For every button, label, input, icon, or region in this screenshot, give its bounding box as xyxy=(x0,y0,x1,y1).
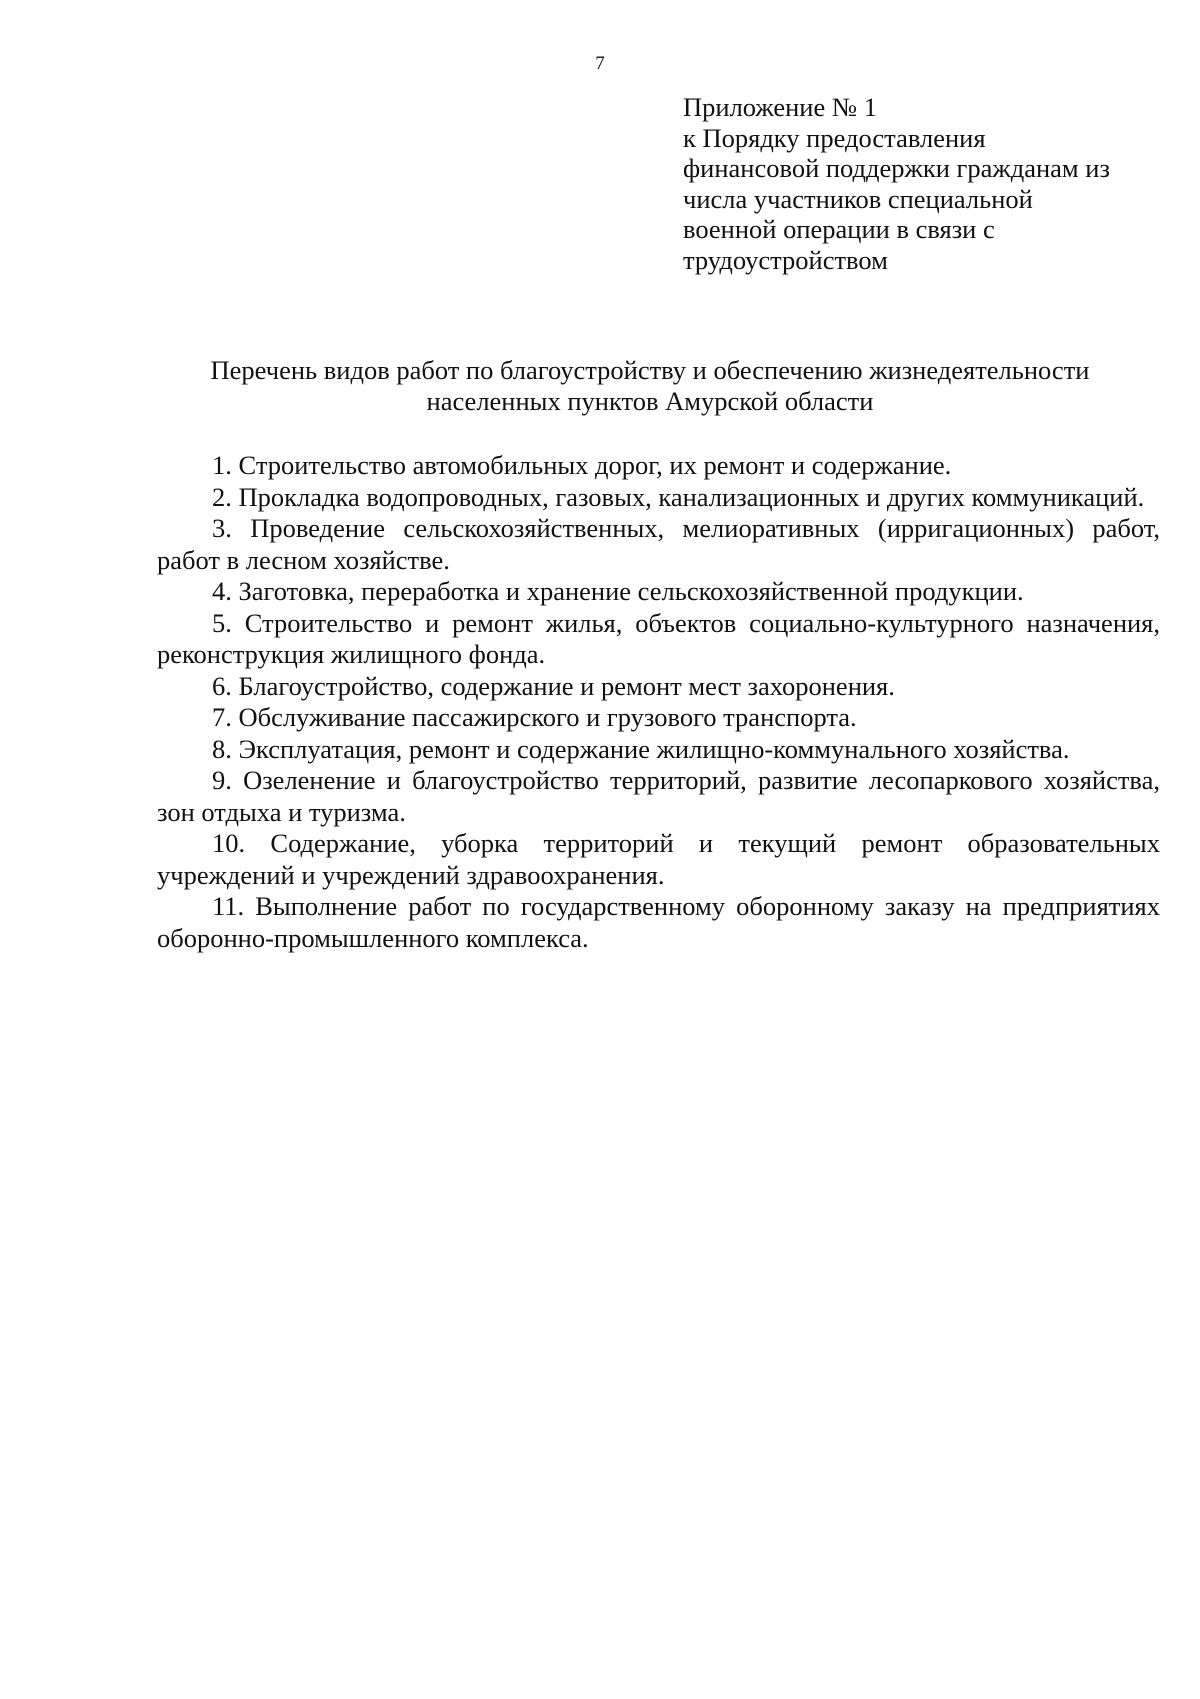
page-number: 7 xyxy=(595,53,605,74)
document-title xyxy=(140,355,1160,417)
appendix-line: числа участников специальной xyxy=(683,183,1033,214)
list-item: 3. Проведение сельскохозяйственных, мелиоративных (ирригационных) работ, работ в лесном хозяйстве. xyxy=(157,513,1160,575)
work-types-list xyxy=(157,450,1160,954)
list-item: 8. Эксплуатация, ремонт и содержание жилищно-коммунального хозяйства. xyxy=(212,733,1070,764)
list-item: 7. Обслуживание пассажирского и грузового транспорта. xyxy=(212,702,857,732)
list-item: 5. Строительство и ремонт жилья, объектов социально-культурного назначения, реконструкция жилищного фонда. xyxy=(157,607,1160,669)
list-item: 11. Выполнение работ по государственному оборонному заказу на предприятиях оборонно-промышленного комплекса. xyxy=(157,891,1160,953)
list-item: 1. Строительство автомобильных дорог, их ремонт и содержание. xyxy=(212,450,952,480)
appendix-line: к Порядку предоставления xyxy=(683,122,986,153)
document-title-line: населенных пунктов Амурской области xyxy=(426,386,874,416)
appendix-line: трудоустройством xyxy=(683,244,888,275)
list-item: 10. Содержание, уборка территорий и текущий ремонт образовательных учреждений и учреждений здравоохранения. xyxy=(157,828,1160,890)
list-item: 2. Прокладка водопроводных, газовых, канализационных и других коммуникаций. xyxy=(212,481,1145,512)
list-item: 6. Благоустройство, содержание и ремонт мест захоронения. xyxy=(212,670,895,701)
appendix-line: Приложение № 1 xyxy=(683,92,878,122)
list-item: 4. Заготовка, переработка и хранение сельскохозяйственной продукции. xyxy=(212,576,1024,606)
appendix-line: финансовой поддержки гражданам из xyxy=(683,153,1110,183)
appendix-note xyxy=(683,92,1183,275)
appendix-line: военной операции в связи с xyxy=(683,214,995,244)
document-title-line: Перечень видов работ по благоустройству и обеспечению жизнедеятельности xyxy=(210,355,1090,385)
list-item: 9. Озеленение и благоустройство территорий, развитие лесопаркового хозяйства, зон отдыха и туризма. xyxy=(157,765,1160,827)
